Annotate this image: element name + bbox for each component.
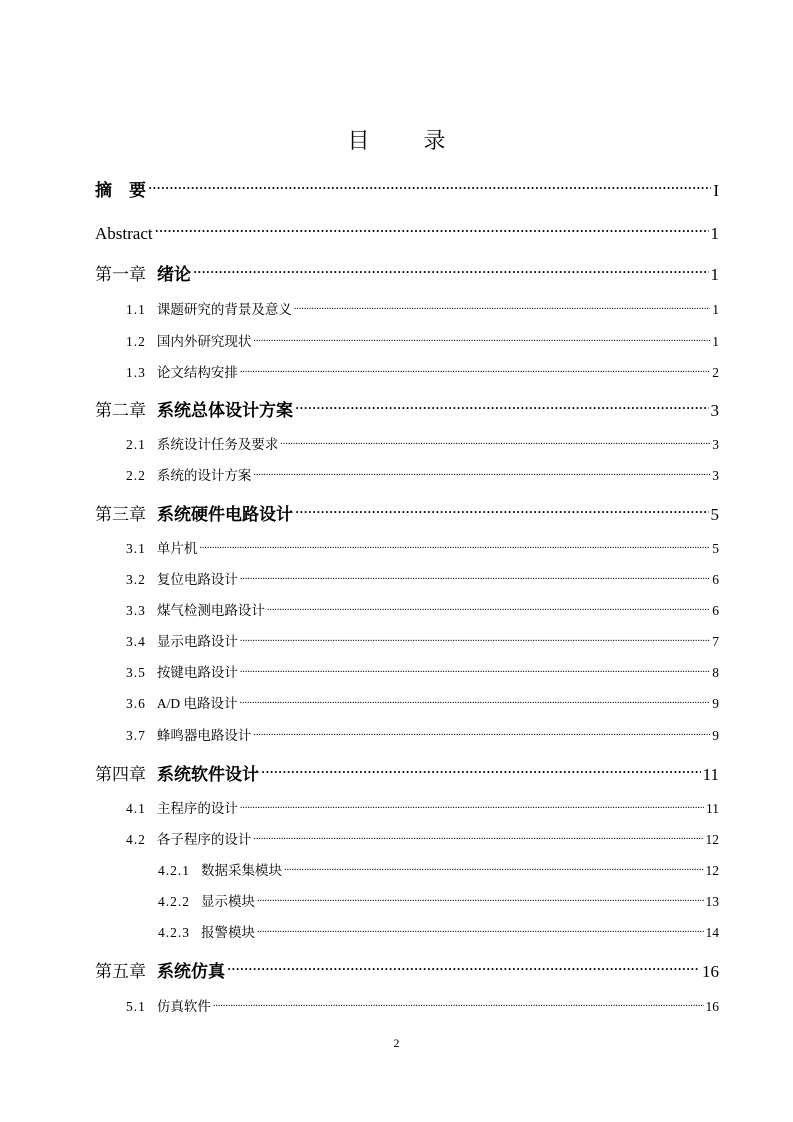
toc-entry-page: 12 [705, 832, 719, 847]
toc-entry-chapter-3[interactable] [95, 500, 719, 522]
toc-entry-text: Abstract [95, 224, 153, 243]
toc-entry-page: 6 [712, 603, 719, 618]
toc-entry-2-2[interactable] [126, 464, 719, 482]
toc-entry-text: 系统总体设计方案 [157, 401, 293, 420]
toc-entry-text: 数据采集模块 [201, 863, 282, 878]
toc-entry-3-2[interactable] [126, 568, 719, 586]
toc-entry-page: 7 [712, 634, 719, 649]
toc-entry-3-1[interactable] [126, 537, 719, 555]
dot-leader [240, 630, 710, 646]
toc-entry-page: 14 [705, 925, 719, 940]
page-title: 目 录 [347, 128, 462, 153]
toc-entry-number: 1.2 [126, 334, 146, 349]
toc-entry-page: 5 [712, 541, 719, 556]
dot-leader [240, 797, 704, 813]
toc-entry-number: 3.5 [126, 665, 146, 680]
dot-leader [240, 692, 711, 708]
toc-entry-number: 第三章 [95, 505, 146, 524]
dot-leader [227, 957, 700, 977]
toc-entry-page: 1 [710, 265, 719, 284]
dot-leader [213, 995, 704, 1011]
toc-entry-text: 报警模块 [201, 925, 255, 940]
toc-entry-number: 4.2 [126, 832, 146, 847]
toc-entry-page: 1 [712, 302, 719, 317]
dot-leader [155, 219, 709, 239]
dot-leader [240, 568, 710, 584]
dot-leader [253, 724, 710, 740]
toc-entry-text: 单片机 [156, 541, 198, 556]
toc-entry-1-3[interactable] [126, 361, 719, 379]
toc-entry-number: 1.1 [126, 302, 146, 317]
dot-leader [294, 298, 710, 314]
toc-entry-number: 3.4 [126, 634, 146, 649]
toc-entry-3-3[interactable] [126, 599, 719, 617]
toc-entry-text: 蜂鸣器电路设计 [156, 728, 252, 743]
toc-entry-text: 复位电路设计 [156, 572, 238, 587]
toc-entry-page: 11 [702, 765, 719, 784]
toc-entry-text: 煤气检测电路设计 [156, 603, 265, 618]
toc-entry-text: 系统软件设计 [157, 765, 259, 784]
dot-leader [257, 921, 704, 937]
toc-entry-text: 显示电路设计 [156, 634, 238, 649]
toc-entry-page: 3 [712, 437, 719, 452]
dot-leader [284, 859, 704, 875]
toc-entry-page: 12 [705, 863, 719, 878]
toc-entry-text: A/D 电路设计 [156, 696, 238, 711]
toc-entry-text: 系统仿真 [157, 962, 225, 981]
toc-entry-page: 11 [706, 801, 719, 816]
toc-entry-3-5[interactable] [126, 661, 719, 679]
dot-leader [148, 176, 711, 196]
toc-entry-4-2-3[interactable] [158, 921, 719, 939]
toc-entry-abstract-en[interactable] [95, 219, 719, 241]
dot-leader [261, 760, 701, 780]
toc-entry-number: 4.2.1 [158, 863, 190, 878]
toc-entry-text: 系统的设计方案 [156, 468, 252, 483]
toc-entry-number: 第二章 [95, 401, 146, 420]
toc-entry-text: 按键电路设计 [156, 665, 238, 680]
toc-entry-page: I [713, 181, 719, 200]
toc-entry-2-1[interactable] [126, 433, 719, 451]
toc-entry-5-1[interactable] [126, 995, 719, 1013]
toc-entry-number: 1.3 [126, 365, 146, 380]
toc-entry-page: 3 [712, 468, 719, 483]
toc-entry-text: 摘 要 [95, 181, 146, 200]
toc-entry-chapter-1[interactable] [95, 260, 719, 282]
toc-entry-page: 16 [705, 999, 719, 1014]
toc-entry-text: 仿真软件 [156, 999, 211, 1014]
toc-entry-text: 系统设计任务及要求 [156, 437, 279, 452]
toc-entry-chapter-4[interactable] [95, 760, 719, 782]
toc-entry-number: 3.2 [126, 572, 146, 587]
toc-entry-number: 第五章 [95, 962, 146, 981]
dot-leader [193, 260, 709, 280]
dot-leader [280, 433, 710, 449]
toc-entry-page: 5 [710, 505, 719, 524]
toc-entry-1-1[interactable] [126, 298, 719, 316]
toc-entry-page: 6 [712, 572, 719, 587]
toc-entry-number: 4.1 [126, 801, 146, 816]
toc-entry-4-1[interactable] [126, 797, 719, 815]
toc-entry-page: 3 [710, 401, 719, 420]
dot-leader [257, 890, 704, 906]
toc-entry-number: 4.2.2 [158, 894, 190, 909]
dot-leader [240, 361, 710, 377]
dot-leader [253, 828, 703, 844]
toc-entry-page: 1 [712, 334, 719, 349]
dot-leader [267, 599, 710, 615]
toc-entry-3-4[interactable] [126, 630, 719, 648]
toc-entry-number: 第四章 [95, 765, 146, 784]
toc-entry-4-2[interactable] [126, 828, 719, 846]
dot-leader [253, 330, 710, 346]
toc-entry-chapter-2[interactable] [95, 396, 719, 418]
toc-entry-number: 第一章 [95, 265, 146, 284]
page-number: 2 [393, 1036, 400, 1050]
toc-entry-text: 显示模块 [201, 894, 255, 909]
toc-entry-text: 课题研究的背景及意义 [156, 302, 292, 317]
toc-entry-chapter-5[interactable] [95, 957, 719, 979]
toc-entry-abstract-cn[interactable] [95, 176, 719, 198]
toc-entry-text: 绪论 [157, 265, 191, 284]
toc-entry-number: 5.1 [126, 999, 146, 1014]
toc-entry-4-2-2[interactable] [158, 890, 719, 908]
toc-entry-page: 13 [705, 894, 719, 909]
toc-entry-text: 各子程序的设计 [156, 832, 252, 847]
toc-entry-text: 论文结构安排 [156, 365, 238, 380]
toc-entry-1-2[interactable] [126, 330, 719, 348]
toc-entry-page: 1 [710, 224, 719, 243]
dot-leader [295, 396, 709, 416]
toc-entry-number: 4.2.3 [158, 925, 190, 940]
toc-entry-number: 2.1 [126, 437, 146, 452]
toc-entry-text: 国内外研究现状 [156, 334, 252, 349]
toc-entry-number: 2.2 [126, 468, 146, 483]
toc-entry-page: 2 [712, 365, 719, 380]
toc-entry-number: 3.7 [126, 728, 146, 743]
toc-entry-3-7[interactable] [126, 724, 719, 742]
toc-entry-number: 3.6 [126, 696, 146, 711]
dot-leader [253, 464, 710, 480]
toc-entry-number: 3.1 [126, 541, 146, 556]
dot-leader [295, 500, 709, 520]
toc-entry-page: 9 [712, 696, 719, 711]
toc-entry-text: 主程序的设计 [156, 801, 238, 816]
toc-entry-page: 8 [712, 665, 719, 680]
dot-leader [240, 661, 710, 677]
toc-entry-page: 9 [712, 728, 719, 743]
toc-entry-3-6[interactable] [126, 692, 719, 710]
toc-entry-page: 16 [702, 962, 719, 981]
toc-entry-number: 3.3 [126, 603, 146, 618]
toc-entry-4-2-1[interactable] [158, 859, 719, 877]
dot-leader [199, 537, 710, 553]
toc-entry-text: 系统硬件电路设计 [157, 505, 293, 524]
